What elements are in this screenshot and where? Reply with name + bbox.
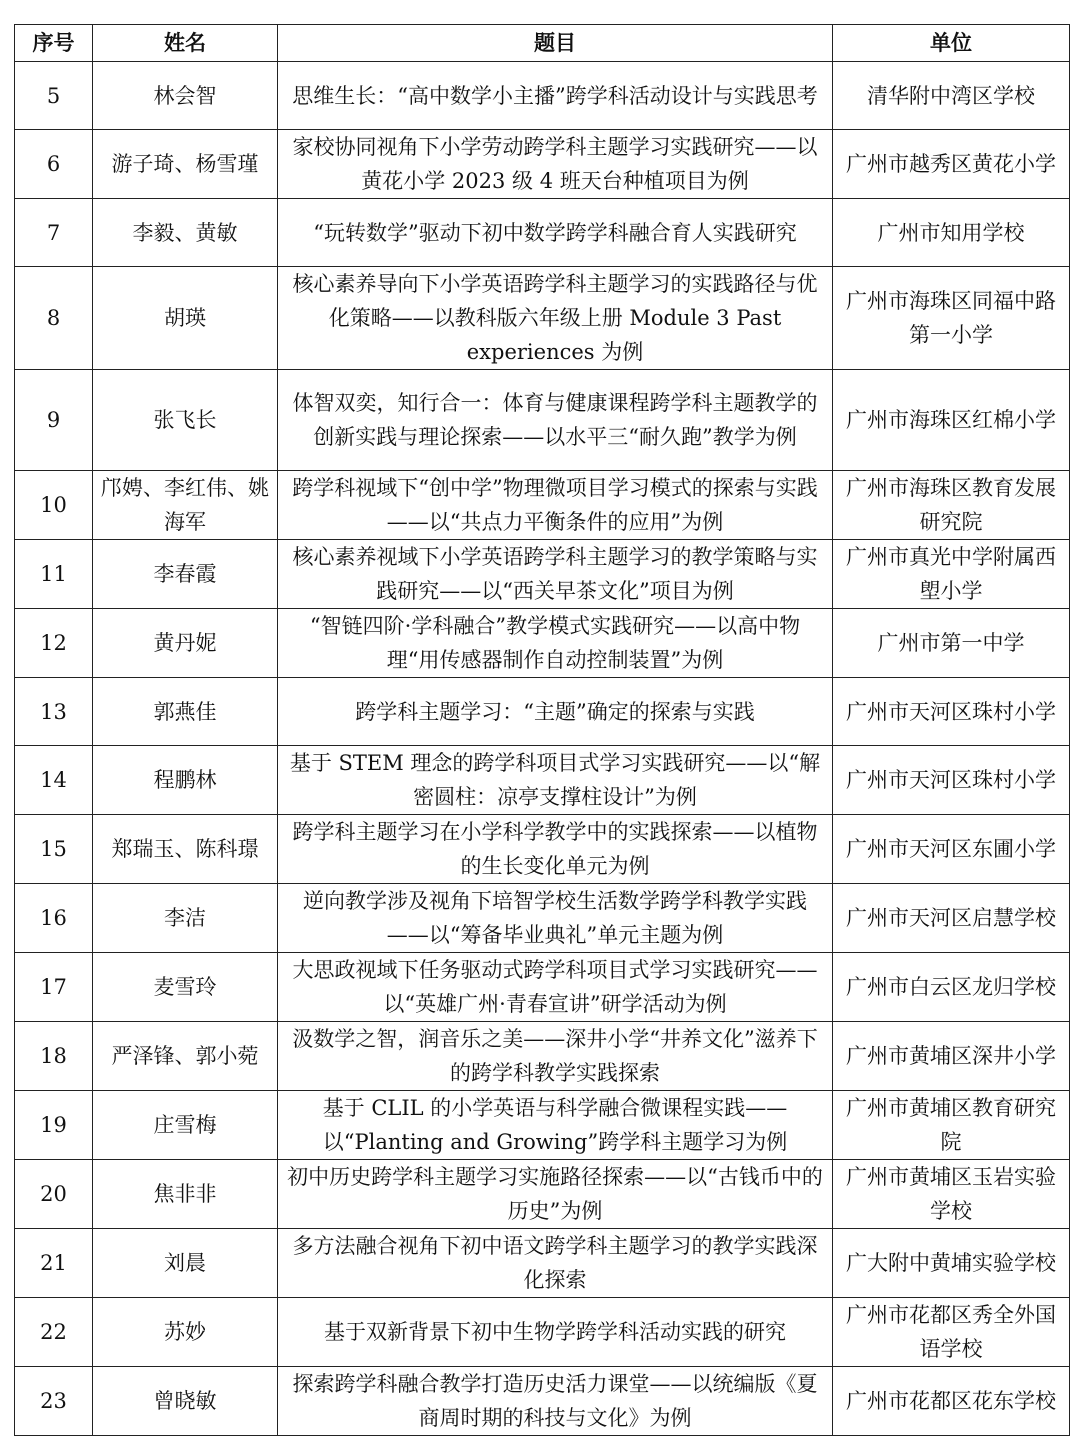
cell-name: 胡瑛 (93, 267, 278, 370)
table-row (15, 1160, 1070, 1229)
table-row (15, 746, 1070, 815)
cell-no: 23 (15, 1367, 93, 1436)
cell-name: 郑瑞玉、陈科璟 (93, 815, 278, 884)
table-row (15, 1091, 1070, 1160)
cell-name: 游子琦、杨雪瑾 (93, 130, 278, 199)
table-row (15, 1229, 1070, 1298)
cell-unit: 广大附中黄埔实验学校 (833, 1229, 1070, 1298)
cell-title: 家校协同视角下小学劳动跨学科主题学习实践研究——以黄花小学 2023 级 4 班天台种植项目为例 (278, 130, 833, 199)
cell-title: 跨学科主题学习：“主题”确定的探索与实践 (278, 678, 833, 746)
cell-no: 5 (15, 62, 93, 130)
cell-title: 跨学科主题学习在小学科学教学中的实践探索——以植物的生长变化单元为例 (278, 815, 833, 884)
cell-unit: 广州市白云区龙归学校 (833, 953, 1070, 1022)
cell-unit: 清华附中湾区学校 (833, 62, 1070, 130)
cell-unit: 广州市海珠区教育发展研究院 (833, 471, 1070, 540)
cell-unit: 广州市真光中学附属西塱小学 (833, 540, 1070, 609)
cell-no: 8 (15, 267, 93, 370)
table-row (15, 267, 1070, 370)
cell-no: 18 (15, 1022, 93, 1091)
cell-title: 多方法融合视角下初中语文跨学科主题学习的教学实践深化探索 (278, 1229, 833, 1298)
table-row (15, 130, 1070, 199)
cell-no: 22 (15, 1298, 93, 1367)
header-no: 序号 (15, 25, 93, 62)
cell-no: 10 (15, 471, 93, 540)
cell-unit: 广州市海珠区红棉小学 (833, 370, 1070, 471)
cell-title: 基于 CLIL 的小学英语与科学融合微课程实践——以“Planting and Growing”跨学科主题学习为例 (278, 1091, 833, 1160)
cell-unit: 广州市天河区珠村小学 (833, 746, 1070, 815)
table-row (15, 609, 1070, 678)
cell-title: 汲数学之智，润音乐之美——深井小学“井养文化”滋养下的跨学科教学实践探索 (278, 1022, 833, 1091)
cell-unit: 广州市第一中学 (833, 609, 1070, 678)
table-body (15, 62, 1070, 1436)
cell-unit: 广州市天河区珠村小学 (833, 678, 1070, 746)
cell-unit: 广州市花都区花东学校 (833, 1367, 1070, 1436)
cell-no: 16 (15, 884, 93, 953)
cell-title: 大思政视域下任务驱动式跨学科项目式学习实践研究——以“英雄广州·青春宣讲”研学活动为例 (278, 953, 833, 1022)
cell-unit: 广州市黄埔区教育研究院 (833, 1091, 1070, 1160)
cell-name: 黄丹妮 (93, 609, 278, 678)
cell-title: 体智双奕，知行合一：体育与健康课程跨学科主题教学的创新实践与理论探索——以水平三“耐久跑”教学为例 (278, 370, 833, 471)
cell-no: 7 (15, 199, 93, 267)
cell-no: 13 (15, 678, 93, 746)
cell-title: 初中历史跨学科主题学习实施路径探索——以“古钱币中的历史”为例 (278, 1160, 833, 1229)
cell-name: 郭燕佳 (93, 678, 278, 746)
cell-unit: 广州市花都区秀全外国语学校 (833, 1298, 1070, 1367)
cell-name: 苏妙 (93, 1298, 278, 1367)
cell-no: 15 (15, 815, 93, 884)
cell-name: 程鹏林 (93, 746, 278, 815)
cell-no: 19 (15, 1091, 93, 1160)
table-row (15, 884, 1070, 953)
cell-unit: 广州市知用学校 (833, 199, 1070, 267)
cell-title: 跨学科视域下“创中学”物理微项目学习模式的探索与实践——以“共点力平衡条件的应用”为例 (278, 471, 833, 540)
cell-name: 邝娉、李红伟、姚海军 (93, 471, 278, 540)
cell-no: 12 (15, 609, 93, 678)
cell-no: 6 (15, 130, 93, 199)
table-row (15, 62, 1070, 130)
cell-unit: 广州市海珠区同福中路第一小学 (833, 267, 1070, 370)
cell-name: 林会智 (93, 62, 278, 130)
cell-no: 14 (15, 746, 93, 815)
cell-name: 李春霞 (93, 540, 278, 609)
cell-title: 逆向教学涉及视角下培智学校生活数学跨学科教学实践——以“筹备毕业典礼”单元主题为例 (278, 884, 833, 953)
cell-unit: 广州市天河区东圃小学 (833, 815, 1070, 884)
cell-title: 核心素养视域下小学英语跨学科主题学习的教学策略与实践研究——以“西关早茶文化”项目为例 (278, 540, 833, 609)
cell-name: 曾晓敏 (93, 1367, 278, 1436)
cell-no: 11 (15, 540, 93, 609)
cell-unit: 广州市黄埔区玉岩实验学校 (833, 1160, 1070, 1229)
cell-unit: 广州市越秀区黄花小学 (833, 130, 1070, 199)
cell-title: 核心素养导向下小学英语跨学科主题学习的实践路径与优化策略——以教科版六年级上册 Module 3 Past experiences 为例 (278, 267, 833, 370)
table-row (15, 1022, 1070, 1091)
cell-name: 刘晨 (93, 1229, 278, 1298)
cell-name: 严泽锋、郭小菀 (93, 1022, 278, 1091)
table-row (15, 815, 1070, 884)
cell-no: 9 (15, 370, 93, 471)
cell-title: “智链四阶·学科融合”教学模式实践研究——以高中物理“用传感器制作自动控制装置”为例 (278, 609, 833, 678)
table-row (15, 540, 1070, 609)
table-row (15, 1298, 1070, 1367)
cell-name: 李毅、黄敏 (93, 199, 278, 267)
cell-title: 基于 STEM 理念的跨学科项目式学习实践研究——以“解密圆柱：凉亭支撑柱设计”为例 (278, 746, 833, 815)
table-row (15, 678, 1070, 746)
table-header-row (15, 25, 1070, 62)
table-row (15, 471, 1070, 540)
table-row (15, 1367, 1070, 1436)
header-name: 姓名 (93, 25, 278, 62)
cell-no: 17 (15, 953, 93, 1022)
header-unit: 单位 (833, 25, 1070, 62)
cell-name: 张飞长 (93, 370, 278, 471)
cell-title: “玩转数学”驱动下初中数学跨学科融合育人实践研究 (278, 199, 833, 267)
cell-no: 21 (15, 1229, 93, 1298)
cell-name: 李洁 (93, 884, 278, 953)
table-row (15, 199, 1070, 267)
cell-unit: 广州市天河区启慧学校 (833, 884, 1070, 953)
cell-title: 探索跨学科融合教学打造历史活力课堂——以统编版《夏商周时期的科技与文化》为例 (278, 1367, 833, 1436)
cell-name: 庄雪梅 (93, 1091, 278, 1160)
table-row (15, 953, 1070, 1022)
cell-title: 基于双新背景下初中生物学跨学科活动实践的研究 (278, 1298, 833, 1367)
cell-no: 20 (15, 1160, 93, 1229)
table-row (15, 370, 1070, 471)
cell-name: 焦非非 (93, 1160, 278, 1229)
award-list-table (14, 24, 1070, 1436)
cell-title: 思维生长：“高中数学小主播”跨学科活动设计与实践思考 (278, 62, 833, 130)
cell-name: 麦雪玲 (93, 953, 278, 1022)
header-title: 题目 (278, 25, 833, 62)
cell-unit: 广州市黄埔区深井小学 (833, 1022, 1070, 1091)
